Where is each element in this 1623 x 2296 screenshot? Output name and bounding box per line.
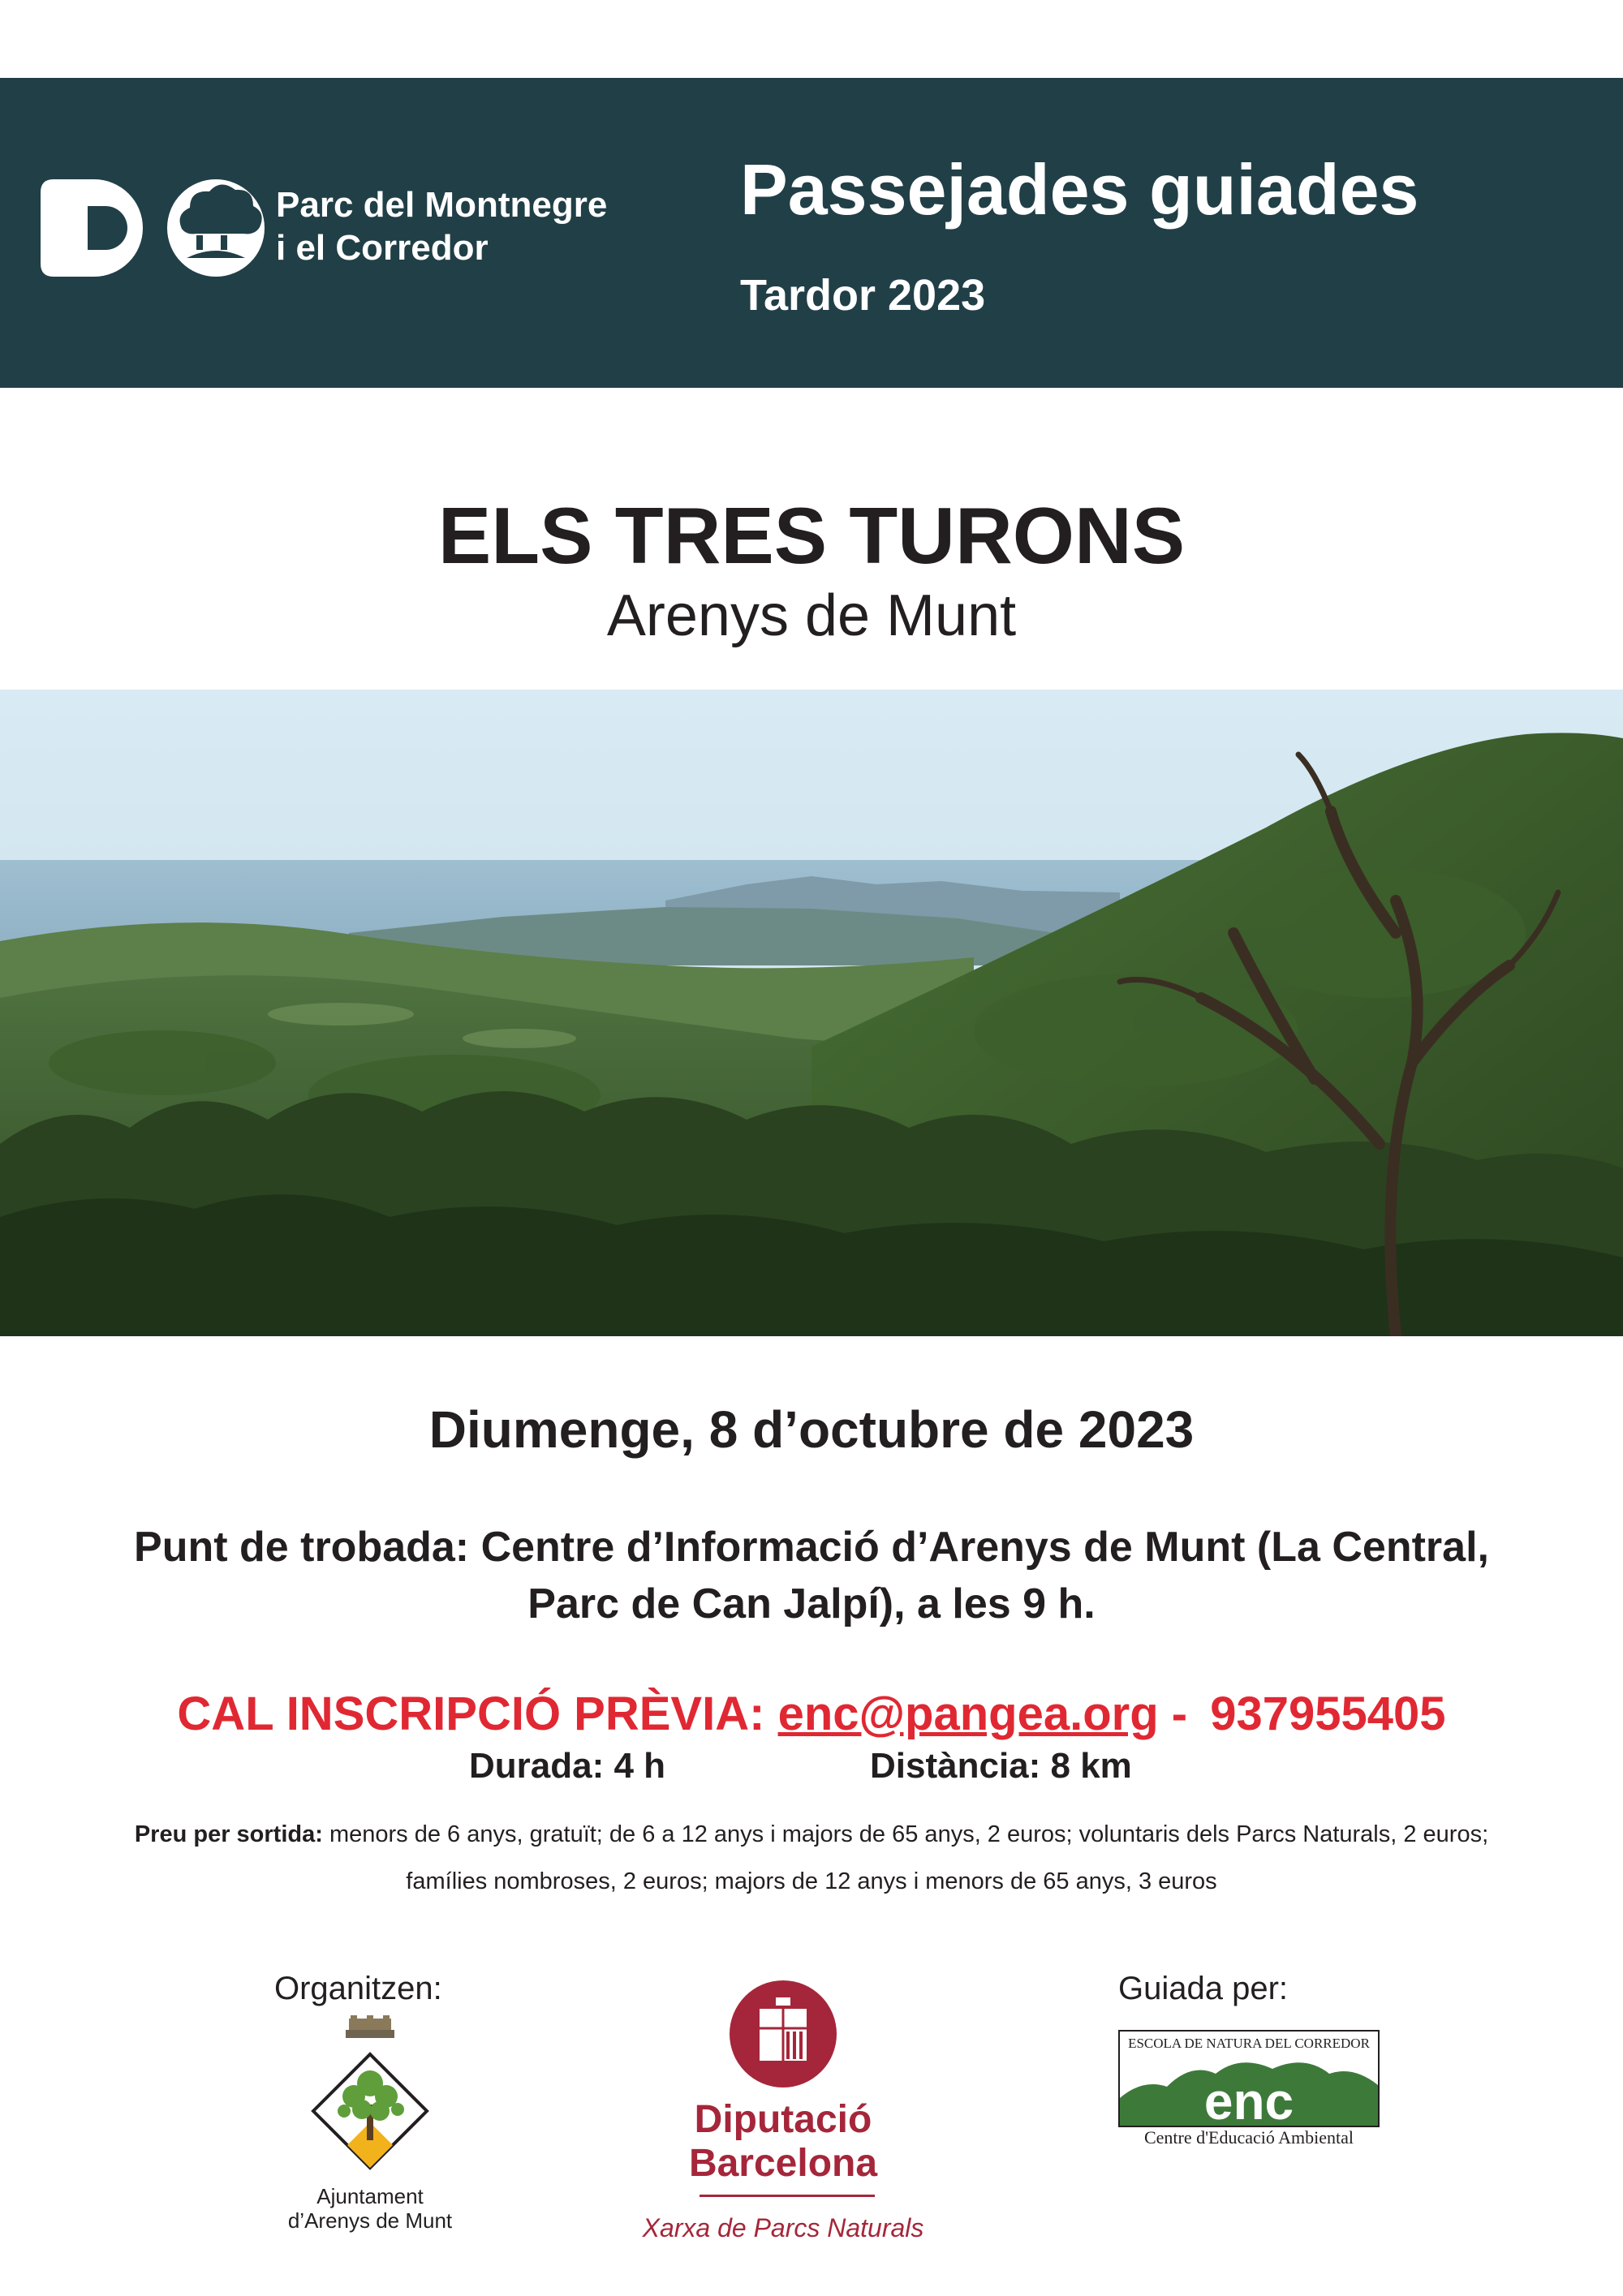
- enc-top-text: ESCOLA DE NATURA DEL CORREDOR: [1128, 2036, 1370, 2051]
- diputacio-network: Xarxa de Parcs Naturals: [642, 2213, 924, 2242]
- meeting-point-line1: Punt de trobada: Centre d’Informació d’Arenys de Munt (La Central,: [134, 1524, 1489, 1571]
- ajuntament-crest-icon: [297, 2015, 443, 2186]
- walk-title: ELS TRES TURONS: [437, 491, 1186, 580]
- park-name-line1: Parc del Montnegre: [276, 185, 608, 225]
- park-logo-icon: [37, 177, 281, 279]
- diputacio-line2: Barcelona: [688, 2142, 878, 2185]
- walk-duration: Durada: 4 h: [469, 1746, 666, 1786]
- ajuntament-line1: Ajuntament: [316, 2184, 424, 2208]
- park-name-line2: i el Corredor: [276, 228, 489, 268]
- organizers-label: Organitzen:: [274, 1971, 442, 2006]
- price-info: [89, 1811, 1534, 1905]
- header-title: Passejades guiades: [740, 149, 1419, 230]
- diputacio-divider: [700, 2195, 875, 2197]
- enc-mark-text: enc: [1203, 2072, 1294, 2130]
- signup-email-link[interactable]: enc@pangea.org: [777, 1688, 1159, 1740]
- ajuntament-line2: d’Arenys de Munt: [287, 2208, 453, 2233]
- guided-by-label: Guiada per:: [1118, 1971, 1289, 2006]
- diputacio-name: [649, 2098, 917, 2186]
- meeting-point: [81, 1519, 1542, 1632]
- header-season: Tardor 2023: [740, 271, 986, 320]
- signup-phone: 937955405: [1210, 1688, 1446, 1740]
- ajuntament-name: [240, 2184, 500, 2233]
- walk-distance: Distància: 8 km: [870, 1746, 1132, 1786]
- price-line2: famílies nombroses, 2 euros; majors de 12 anys i menors de 65 anys, 3 euros: [406, 1868, 1217, 1894]
- landscape-photo: [0, 690, 1623, 1336]
- signup-label: CAL INSCRIPCIÓ PRÈVIA:: [177, 1688, 765, 1740]
- enc-logo: [1118, 2030, 1380, 2147]
- walk-town: Arenys de Munt: [606, 583, 1017, 648]
- signup-separator: -: [1171, 1688, 1188, 1740]
- meeting-point-line2: Parc de Can Jalpí), a les 9 h.: [527, 1580, 1096, 1627]
- park-name: [276, 183, 607, 269]
- price-line1: menors de 6 anys, gratuït; de 6 a 12 anys i majors de 65 anys, 2 euros; voluntaris dels Parcs Naturals, 2 euros;: [329, 1821, 1489, 1847]
- price-label: Preu per sortida:: [134, 1821, 323, 1847]
- signup-line: [0, 1686, 1623, 1743]
- diputacio-seal-icon: [727, 1978, 839, 2090]
- walk-date: Diumenge, 8 d’octubre de 2023: [428, 1400, 1195, 1459]
- enc-bottom-text: Centre d'Educació Ambiental: [1143, 2127, 1354, 2147]
- diputacio-line1: Diputació: [694, 2098, 872, 2141]
